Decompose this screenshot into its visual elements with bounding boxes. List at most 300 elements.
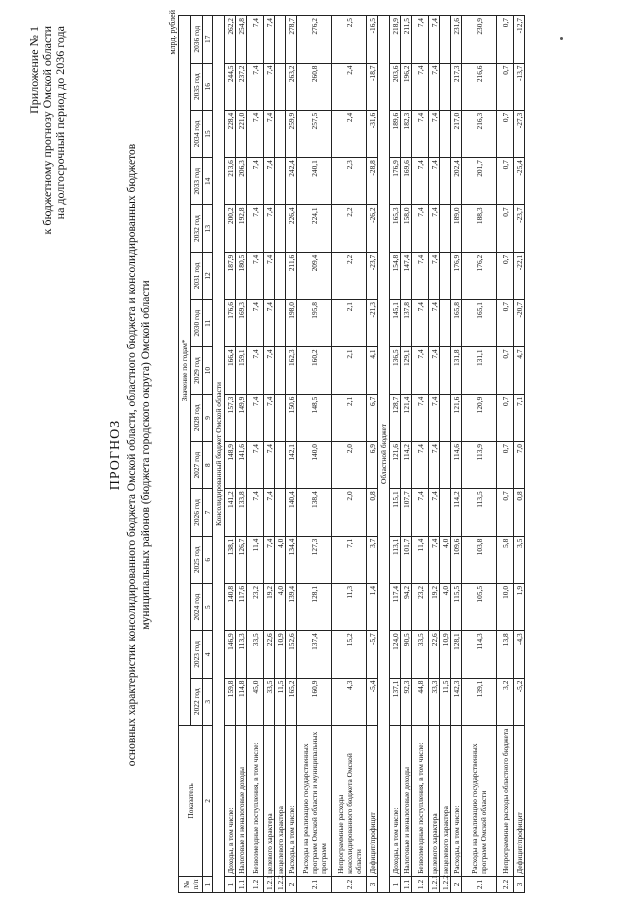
title-heading: ПРОГНОЗ [108, 419, 123, 491]
col-header-year: 2032 год [191, 205, 203, 252]
value-cell [440, 158, 451, 205]
value-cell: 165,2 [286, 678, 297, 725]
value-cell: 203,6 [390, 63, 401, 110]
value-cell: 0,8 [514, 489, 525, 536]
col-header-year: 2022 год [191, 678, 203, 725]
row-indicator: Налоговые и неналоговые доходы [236, 725, 247, 876]
col-number: 5 [203, 583, 213, 630]
annex-header [28, 26, 67, 446]
value-cell: 0,7 [497, 16, 514, 64]
row-indicator: Расходы на реализацию государственных программ Омской области [462, 725, 497, 876]
col-number: 6 [203, 536, 213, 583]
row-number: 1 [390, 876, 401, 892]
table-row [297, 16, 332, 893]
col-header-year: 2026 год [191, 489, 203, 536]
row-number: 1.2.2 [275, 876, 286, 892]
value-cell: 7,4 [264, 158, 275, 205]
value-cell: 149,9 [236, 394, 247, 441]
row-indicator: Расходы на реализацию государственных программ Омской области и муниципальных программ [297, 725, 332, 876]
value-cell: 114,6 [451, 442, 462, 489]
value-cell: 7,1 [514, 394, 525, 441]
value-cell: 7,4 [264, 63, 275, 110]
value-cell [275, 63, 286, 110]
value-cell: 188,3 [462, 205, 497, 252]
value-cell: 101,7 [401, 536, 412, 583]
value-cell: 117,6 [236, 583, 247, 630]
value-cell: 211,6 [286, 252, 297, 299]
table-row [247, 16, 264, 893]
row-number: 2.2 [497, 876, 514, 892]
section-title: Консолидированный бюджет Омской области [213, 16, 225, 893]
col-number: 4 [203, 631, 213, 678]
value-cell: 230,9 [462, 16, 497, 64]
value-cell: -27,3 [514, 110, 525, 157]
value-cell: 2,4 [332, 63, 367, 110]
value-cell: 23,2 [412, 583, 429, 630]
value-cell: 7,4 [247, 489, 264, 536]
value-cell [275, 394, 286, 441]
value-cell: 4,0 [275, 536, 286, 583]
value-cell: 7,4 [247, 442, 264, 489]
value-cell: 0,7 [497, 300, 514, 347]
forecast-table [178, 15, 525, 893]
value-cell: 131,8 [451, 347, 462, 394]
value-cell: 22,6 [264, 631, 275, 678]
value-cell: 7,4 [247, 63, 264, 110]
value-cell: 113,3 [236, 631, 247, 678]
value-cell: 7,4 [412, 489, 429, 536]
value-cell: 22,6 [429, 631, 440, 678]
value-cell: 192,8 [236, 205, 247, 252]
value-cell: 195,8 [297, 300, 332, 347]
row-number: 3 [367, 876, 378, 892]
value-cell: 176,9 [451, 252, 462, 299]
value-cell: 7,4 [264, 442, 275, 489]
row-number: 1 [225, 876, 236, 892]
col-header-year: 2036 год [191, 16, 203, 64]
value-cell: 217,0 [451, 110, 462, 157]
value-cell: 158,0 [401, 205, 412, 252]
value-cell: 152,6 [286, 631, 297, 678]
header-row-column-numbers [203, 16, 213, 893]
value-cell: 7,4 [412, 16, 429, 64]
col-number: 2 [203, 725, 213, 876]
value-cell: 19,2 [264, 583, 275, 630]
value-cell: 121,4 [401, 394, 412, 441]
value-cell: 7,4 [429, 394, 440, 441]
value-cell: 217,3 [451, 63, 462, 110]
value-cell: 7,4 [264, 16, 275, 64]
value-cell [440, 347, 451, 394]
value-cell: -20,7 [514, 300, 525, 347]
table-row [275, 16, 286, 893]
value-cell: 147,4 [401, 252, 412, 299]
row-number: 2 [286, 876, 297, 892]
value-cell: 7,4 [429, 16, 440, 64]
value-cell [440, 252, 451, 299]
value-cell: 121,6 [451, 394, 462, 441]
row-indicator: Расходы, в том числе: [451, 725, 462, 876]
value-cell: 2,3 [332, 158, 367, 205]
col-number: 7 [203, 489, 213, 536]
value-cell: 126,7 [236, 536, 247, 583]
value-cell: 124,0 [390, 631, 401, 678]
value-cell: 7,4 [247, 252, 264, 299]
value-cell: 4,0 [440, 536, 451, 583]
value-cell: 5,8 [497, 536, 514, 583]
value-cell: 134,4 [286, 536, 297, 583]
value-cell: 90,5 [401, 631, 412, 678]
annex-line-3: на долгосрочный период до 2036 года [53, 26, 67, 220]
value-cell: 128,1 [297, 583, 332, 630]
table-row [264, 16, 275, 893]
value-cell: 33,3 [429, 678, 440, 725]
value-cell: 259,9 [286, 110, 297, 157]
value-cell: -21,3 [367, 300, 378, 347]
value-cell: 19,2 [429, 583, 440, 630]
value-cell: 242,4 [286, 158, 297, 205]
row-indicator: целевого характера [264, 725, 275, 876]
value-cell [275, 489, 286, 536]
row-indicator: Безвозмездные поступления, в том числе: [247, 725, 264, 876]
value-cell: 129,1 [401, 347, 412, 394]
row-indicator: целевого характера [429, 725, 440, 876]
col-number: 13 [203, 205, 213, 252]
value-cell: 165,1 [462, 300, 497, 347]
value-cell: 7,4 [429, 347, 440, 394]
value-cell: 7,4 [429, 536, 440, 583]
value-cell: 189,6 [390, 110, 401, 157]
col-header-year: 2031 год [191, 252, 203, 299]
value-cell: 2,5 [332, 16, 367, 64]
value-cell: -5,2 [514, 678, 525, 725]
value-cell: 263,2 [286, 63, 297, 110]
value-cell: 176,6 [225, 300, 236, 347]
value-cell: 137,8 [401, 300, 412, 347]
col-header-year: 2029 год [191, 347, 203, 394]
value-cell: 7,4 [264, 347, 275, 394]
value-cell: 7,0 [514, 442, 525, 489]
value-cell: 7,4 [412, 110, 429, 157]
value-cell: 146,9 [225, 631, 236, 678]
row-number: 3 [514, 876, 525, 892]
value-cell: 2,1 [332, 347, 367, 394]
value-cell: 121,6 [390, 442, 401, 489]
value-cell: 240,1 [297, 158, 332, 205]
value-cell: 114,3 [462, 631, 497, 678]
value-cell: 15,2 [332, 631, 367, 678]
value-cell: 4,3 [332, 678, 367, 725]
row-indicator: Расходы, в том числе: [286, 725, 297, 876]
value-cell: 7,4 [429, 110, 440, 157]
col-number: 3 [203, 678, 213, 725]
row-indicator: Непрограммные расходы областного бюджета [497, 725, 514, 876]
value-cell: 7,4 [247, 300, 264, 347]
row-indicator: Доходы, в том числе: [390, 725, 401, 876]
value-cell: 7,4 [412, 63, 429, 110]
value-cell: 260,8 [297, 63, 332, 110]
value-cell: 137,1 [390, 678, 401, 725]
value-cell: -31,6 [367, 110, 378, 157]
value-cell [440, 442, 451, 489]
row-indicator: Налоговые и неналоговые доходы [401, 725, 412, 876]
value-cell: 3,7 [367, 536, 378, 583]
value-cell: 7,4 [264, 300, 275, 347]
col-number: 1 [203, 876, 213, 892]
value-cell: 262,2 [225, 16, 236, 64]
table-row [429, 16, 440, 893]
value-cell: 92,3 [401, 678, 412, 725]
value-cell: 133,8 [236, 489, 247, 536]
value-cell: 2,0 [332, 489, 367, 536]
value-cell: -18,7 [367, 63, 378, 110]
value-cell [275, 347, 286, 394]
table-row [286, 16, 297, 893]
value-cell: 4,7 [514, 347, 525, 394]
col-number: 11 [203, 300, 213, 347]
table-row [451, 16, 462, 893]
row-number: 2 [451, 876, 462, 892]
col-header-year: 2024 год [191, 583, 203, 630]
value-cell: 0,7 [497, 205, 514, 252]
row-number: 2.2 [332, 876, 367, 892]
value-cell: 198,0 [286, 300, 297, 347]
value-cell: 127,3 [297, 536, 332, 583]
table-row [440, 16, 451, 893]
value-cell: 7,1 [332, 536, 367, 583]
value-cell: 7,4 [264, 252, 275, 299]
value-cell: 7,4 [429, 489, 440, 536]
value-cell: 148,9 [225, 442, 236, 489]
section-row [378, 16, 390, 893]
value-cell: 114,8 [236, 678, 247, 725]
value-cell: 224,1 [297, 205, 332, 252]
value-cell: 7,4 [412, 158, 429, 205]
value-cell: 218,9 [390, 16, 401, 64]
row-number: 1.2.2 [440, 876, 451, 892]
value-cell: 7,4 [412, 347, 429, 394]
value-cell: 189,0 [451, 205, 462, 252]
title-line-1: основных характеристик консолидированного бюджета Омской области, областного бюджета и консолидированных бюджетов [126, 143, 138, 767]
value-cell: 7,4 [264, 205, 275, 252]
value-cell: -26,2 [367, 205, 378, 252]
value-cell: -28,8 [367, 158, 378, 205]
value-cell: 7,4 [429, 63, 440, 110]
value-cell: 138,4 [297, 489, 332, 536]
col-header-values-group: Значение по годам* [179, 16, 191, 726]
value-cell: 254,8 [236, 16, 247, 64]
value-cell [275, 205, 286, 252]
value-cell: 180,5 [236, 252, 247, 299]
value-cell: 115,5 [451, 583, 462, 630]
col-number: 16 [203, 63, 213, 110]
value-cell: 159,1 [236, 347, 247, 394]
value-cell: 23,2 [247, 583, 264, 630]
value-cell: 7,4 [429, 252, 440, 299]
row-indicator: Безвозмездные поступления, в том числе: [412, 725, 429, 876]
value-cell [275, 442, 286, 489]
value-cell: 128,1 [451, 631, 462, 678]
col-number: 14 [203, 158, 213, 205]
value-cell: 142,3 [451, 678, 462, 725]
value-cell [440, 16, 451, 64]
value-cell: 7,4 [412, 300, 429, 347]
col-header-year: 2023 год [191, 631, 203, 678]
value-cell: 206,3 [236, 158, 247, 205]
value-cell: 7,4 [412, 394, 429, 441]
value-cell: 114,2 [401, 442, 412, 489]
value-cell [440, 110, 451, 157]
value-cell: 11,4 [412, 536, 429, 583]
value-cell: 7,4 [429, 158, 440, 205]
table-row [401, 16, 412, 893]
value-cell: 10,9 [440, 631, 451, 678]
value-cell: 4,0 [440, 583, 451, 630]
value-cell: 169,6 [401, 158, 412, 205]
value-cell: 113,1 [390, 536, 401, 583]
value-cell: 7,4 [412, 205, 429, 252]
value-cell: 211,5 [401, 16, 412, 64]
value-cell: 117,4 [390, 583, 401, 630]
row-number: 1.2 [412, 876, 429, 892]
value-cell: 169,3 [236, 300, 247, 347]
value-cell: 165,3 [390, 205, 401, 252]
value-cell: 11,5 [440, 678, 451, 725]
value-cell: 113,9 [462, 442, 497, 489]
value-cell: 209,4 [297, 252, 332, 299]
col-number: 10 [203, 347, 213, 394]
col-header-year: 2034 год [191, 110, 203, 157]
value-cell: 140,0 [297, 442, 332, 489]
table-row [412, 16, 429, 893]
value-cell: -23,7 [367, 252, 378, 299]
value-cell: 150,6 [286, 394, 297, 441]
value-cell: 166,4 [225, 347, 236, 394]
value-cell: 176,9 [390, 158, 401, 205]
value-cell: 7,4 [412, 252, 429, 299]
value-cell [275, 16, 286, 64]
title-line-2: муниципальных районов (бюджета городского округа) Омской области [140, 280, 152, 630]
row-number: 1.2.1 [429, 876, 440, 892]
value-cell: 128,7 [390, 394, 401, 441]
value-cell: 244,5 [225, 63, 236, 110]
value-cell: 7,4 [429, 205, 440, 252]
value-cell: 142,1 [286, 442, 297, 489]
value-cell: 94,2 [401, 583, 412, 630]
value-cell: -16,5 [367, 16, 378, 64]
value-cell: 1,9 [514, 583, 525, 630]
value-cell: 45,0 [247, 678, 264, 725]
value-cell: 7,4 [247, 347, 264, 394]
value-cell: 159,8 [225, 678, 236, 725]
value-cell [275, 252, 286, 299]
value-cell: 157,3 [225, 394, 236, 441]
value-cell: 276,2 [297, 16, 332, 64]
value-cell: 140,4 [286, 489, 297, 536]
value-cell: 6,7 [367, 394, 378, 441]
value-cell: 11,3 [332, 583, 367, 630]
col-header-year: 2027 год [191, 442, 203, 489]
col-header-year: 2028 год [191, 394, 203, 441]
table-row [332, 16, 367, 893]
value-cell: 2,0 [332, 442, 367, 489]
section-row [213, 16, 225, 893]
col-number: 9 [203, 394, 213, 441]
value-cell: 114,2 [451, 489, 462, 536]
col-header-number: № п/п [179, 876, 203, 892]
value-cell: 165,8 [451, 300, 462, 347]
value-cell: 176,2 [462, 252, 497, 299]
table-row [225, 16, 236, 893]
value-cell [440, 63, 451, 110]
value-cell: 154,8 [390, 252, 401, 299]
col-header-year: 2030 год [191, 300, 203, 347]
value-cell: 257,5 [297, 110, 332, 157]
value-cell: 4,0 [275, 583, 286, 630]
annex-line-2: к бюджетному прогнозу Омской области [40, 26, 54, 235]
col-header-year: 2025 год [191, 536, 203, 583]
value-cell: 139,1 [462, 678, 497, 725]
value-cell: 11,4 [247, 536, 264, 583]
row-indicator: Непрограммные расходы консолидированного бюджета Омской области [332, 725, 367, 876]
col-number: 17 [203, 16, 213, 64]
col-header-indicator: Показатель [179, 725, 203, 876]
annex-line-1: Приложение № 1 [27, 26, 41, 114]
value-cell [275, 300, 286, 347]
value-cell: 221,0 [236, 110, 247, 157]
value-cell: 0,7 [497, 347, 514, 394]
value-cell: 107,7 [401, 489, 412, 536]
row-indicator: Доходы, в том числе: [225, 725, 236, 876]
value-cell: -5,7 [367, 631, 378, 678]
row-number: 2.1 [462, 876, 497, 892]
row-indicator: нецелевого характера [440, 725, 451, 876]
value-cell: 7,4 [247, 394, 264, 441]
value-cell: 138,1 [225, 536, 236, 583]
value-cell: -13,7 [514, 63, 525, 110]
value-cell: 7,4 [429, 300, 440, 347]
value-cell: 0,7 [497, 442, 514, 489]
value-cell: 141,2 [225, 489, 236, 536]
value-cell: 196,2 [401, 63, 412, 110]
value-cell: 216,6 [462, 63, 497, 110]
row-number: 1.1 [401, 876, 412, 892]
value-cell: 0,8 [367, 489, 378, 536]
col-number: 12 [203, 252, 213, 299]
col-number: 8 [203, 442, 213, 489]
value-cell: 140,8 [225, 583, 236, 630]
value-cell: 1,4 [367, 583, 378, 630]
value-cell [275, 110, 286, 157]
value-cell: 162,3 [286, 347, 297, 394]
value-cell: 148,5 [297, 394, 332, 441]
value-cell: 33,5 [264, 678, 275, 725]
value-cell: 141,6 [236, 442, 247, 489]
value-cell: -23,7 [514, 205, 525, 252]
value-cell: 136,5 [390, 347, 401, 394]
value-cell: 0,7 [497, 252, 514, 299]
value-cell: 0,7 [497, 394, 514, 441]
document-title [107, 100, 153, 810]
value-cell: 6,9 [367, 442, 378, 489]
value-cell: 4,1 [367, 347, 378, 394]
value-cell: 160,2 [297, 347, 332, 394]
value-cell: 2,1 [332, 300, 367, 347]
col-number: 15 [203, 110, 213, 157]
value-cell: 213,6 [225, 158, 236, 205]
table-row [497, 16, 514, 893]
value-cell: 10,9 [275, 631, 286, 678]
